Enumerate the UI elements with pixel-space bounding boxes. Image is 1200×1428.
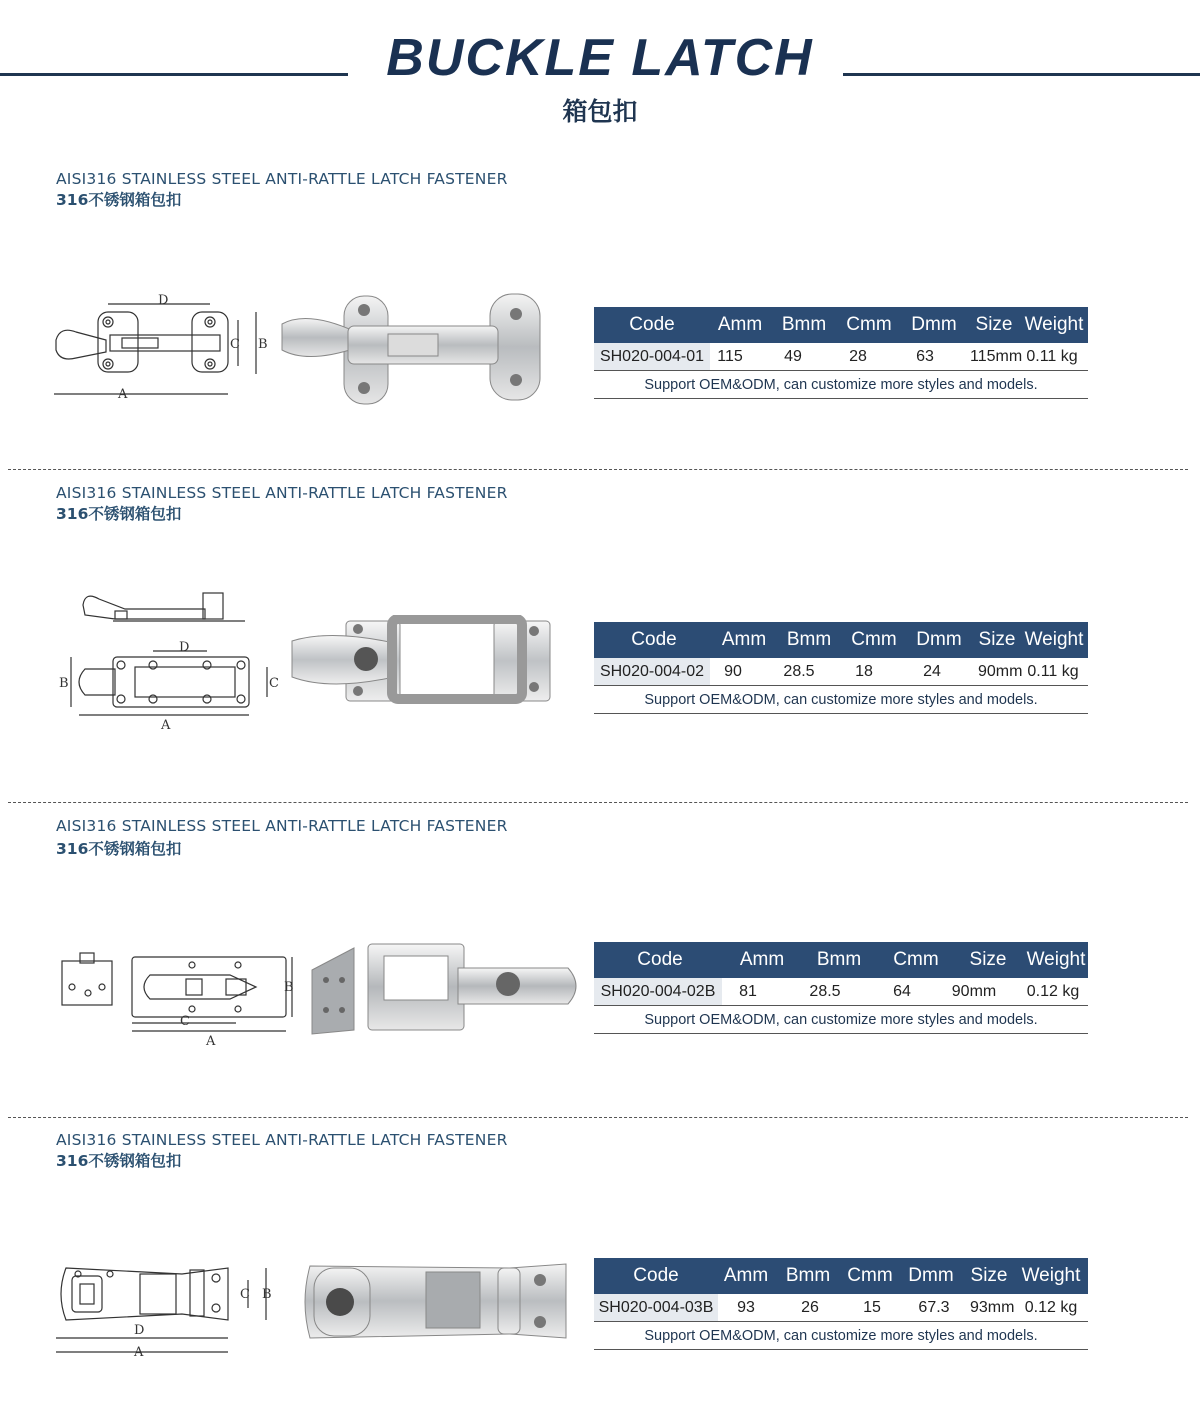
section-title-cn: 316不锈钢箱包扣 — [56, 191, 182, 209]
cell-code: SH020-004-01 — [594, 343, 710, 370]
col-a: Amm — [721, 629, 767, 650]
dimension-label-b: B — [59, 676, 69, 691]
col-size: Size — [978, 629, 1016, 650]
page-title: BUCKLE LATCH — [386, 29, 814, 87]
col-d: Dmm — [908, 1265, 954, 1286]
col-weight: Weight — [1024, 629, 1084, 650]
dimension-label-d: D — [134, 1323, 145, 1338]
technical-drawing — [52, 1260, 282, 1364]
col-size: Size — [969, 949, 1007, 970]
spec-table-header — [594, 307, 1088, 343]
section-title-en: AISI316 STAINLESS STEEL ANTI-RATTLE LATCH FASTENER — [56, 484, 508, 502]
technical-drawing — [50, 290, 275, 402]
section-divider — [8, 469, 1188, 470]
cell-c: 18 — [855, 662, 873, 680]
cell-size: 93mm — [970, 1298, 1015, 1316]
col-a: Amm — [717, 314, 763, 335]
cell-b: 49 — [784, 347, 802, 365]
col-a: Amm — [723, 1265, 769, 1286]
cell-d: 67.3 — [918, 1298, 950, 1316]
col-code: Code — [633, 1265, 679, 1286]
col-size: Size — [975, 314, 1013, 335]
cell-b: 28.5 — [783, 662, 815, 680]
cell-b: 26 — [801, 1298, 819, 1316]
cell-a: 115 — [717, 347, 743, 365]
product-photo — [308, 940, 584, 1038]
cell-weight: 0.11 kg — [1026, 347, 1078, 365]
col-weight: Weight — [1021, 1265, 1081, 1286]
page-subtitle: 箱包扣 — [562, 97, 638, 126]
cell-size: 115mm — [970, 347, 1023, 365]
oem-note: Support OEM&ODM, can customize more styles and models. — [594, 1006, 1088, 1034]
col-c: Cmm — [893, 949, 939, 970]
oem-note: Support OEM&ODM, can customize more styles and models. — [594, 371, 1088, 399]
col-b: Bmm — [781, 314, 827, 335]
col-d: Dmm — [911, 314, 957, 335]
spec-table-header — [594, 1258, 1088, 1294]
col-c: Cmm — [847, 1265, 893, 1286]
cell-b: 28.5 — [809, 982, 841, 1000]
dimension-label-d: D — [158, 293, 169, 308]
cell-weight: 0.12 kg — [1026, 982, 1080, 1000]
cell-c: 28 — [849, 347, 867, 365]
section-title-en: AISI316 STAINLESS STEEL ANTI-RATTLE LATCH FASTENER — [56, 1131, 508, 1149]
col-d: Dmm — [916, 629, 962, 650]
dimension-label-d: D — [179, 640, 190, 655]
spec-table — [594, 307, 1088, 399]
dimension-label-c: C — [180, 1014, 190, 1029]
technical-drawing — [55, 585, 285, 735]
section-title-en: AISI316 STAINLESS STEEL ANTI-RATTLE LATCH FASTENER — [56, 817, 508, 835]
col-code: Code — [631, 629, 677, 650]
cell-size: 90mm — [951, 982, 997, 1000]
technical-drawing — [58, 945, 303, 1050]
col-code: Code — [637, 949, 683, 970]
oem-note: Support OEM&ODM, can customize more styles and models. — [594, 1322, 1088, 1350]
dimension-label-b: B — [284, 980, 294, 995]
spec-table — [594, 1258, 1088, 1350]
dimension-label-c: C — [230, 337, 240, 352]
col-size: Size — [970, 1265, 1008, 1286]
oem-note: Support OEM&ODM, can customize more styles and models. — [594, 686, 1088, 714]
cell-a: 90 — [724, 662, 742, 680]
product-photo — [278, 290, 544, 408]
col-b: Bmm — [816, 949, 862, 970]
cell-code: SH020-004-02 — [594, 658, 710, 685]
col-weight: Weight — [1026, 949, 1086, 970]
col-b: Bmm — [785, 1265, 831, 1286]
spec-table-header — [594, 942, 1088, 978]
cell-code: SH020-004-02B — [594, 978, 722, 1005]
cell-a: 93 — [737, 1298, 755, 1316]
dimension-label-a: A — [134, 1345, 144, 1360]
cell-c: 15 — [863, 1298, 881, 1316]
table-row — [594, 343, 1088, 371]
table-row — [594, 978, 1088, 1006]
cell-d: 24 — [923, 662, 941, 680]
section-title-cn: 316不锈钢箱包扣 — [56, 840, 182, 858]
col-code: Code — [629, 314, 675, 335]
cell-weight: 0.11 kg — [1027, 662, 1079, 680]
col-c: Cmm — [846, 314, 892, 335]
col-a: Amm — [739, 949, 785, 970]
spec-table — [594, 942, 1088, 1034]
cell-a: 81 — [739, 982, 757, 1000]
page-header — [0, 0, 1200, 140]
table-row — [594, 1294, 1088, 1322]
dimension-label-c: C — [240, 1287, 250, 1302]
section-title-cn: 316不锈钢箱包扣 — [56, 1152, 182, 1170]
col-weight: Weight — [1024, 314, 1084, 335]
cell-c: 64 — [893, 982, 911, 1000]
spec-table — [594, 622, 1088, 714]
cell-size: 90mm — [978, 662, 1023, 680]
product-photo — [300, 1258, 568, 1346]
table-row — [594, 658, 1088, 686]
dimension-label-a: A — [161, 718, 171, 733]
dimension-label-c: C — [269, 676, 279, 691]
dimension-label-a: A — [118, 387, 128, 402]
section-title-cn: 316不锈钢箱包扣 — [56, 505, 182, 523]
dimension-label-a: A — [206, 1034, 216, 1049]
cell-weight: 0.12 kg — [1024, 1298, 1078, 1316]
product-photo — [290, 615, 552, 705]
section-divider — [8, 802, 1188, 803]
col-c: Cmm — [851, 629, 897, 650]
section-divider — [8, 1117, 1188, 1118]
section-title-en: AISI316 STAINLESS STEEL ANTI-RATTLE LATCH FASTENER — [56, 170, 508, 188]
cell-d: 63 — [916, 347, 934, 365]
cell-code: SH020-004-03B — [594, 1294, 718, 1321]
spec-table-header — [594, 622, 1088, 658]
dimension-label-b: B — [262, 1287, 272, 1302]
dimension-label-b: B — [258, 337, 268, 352]
col-b: Bmm — [786, 629, 832, 650]
